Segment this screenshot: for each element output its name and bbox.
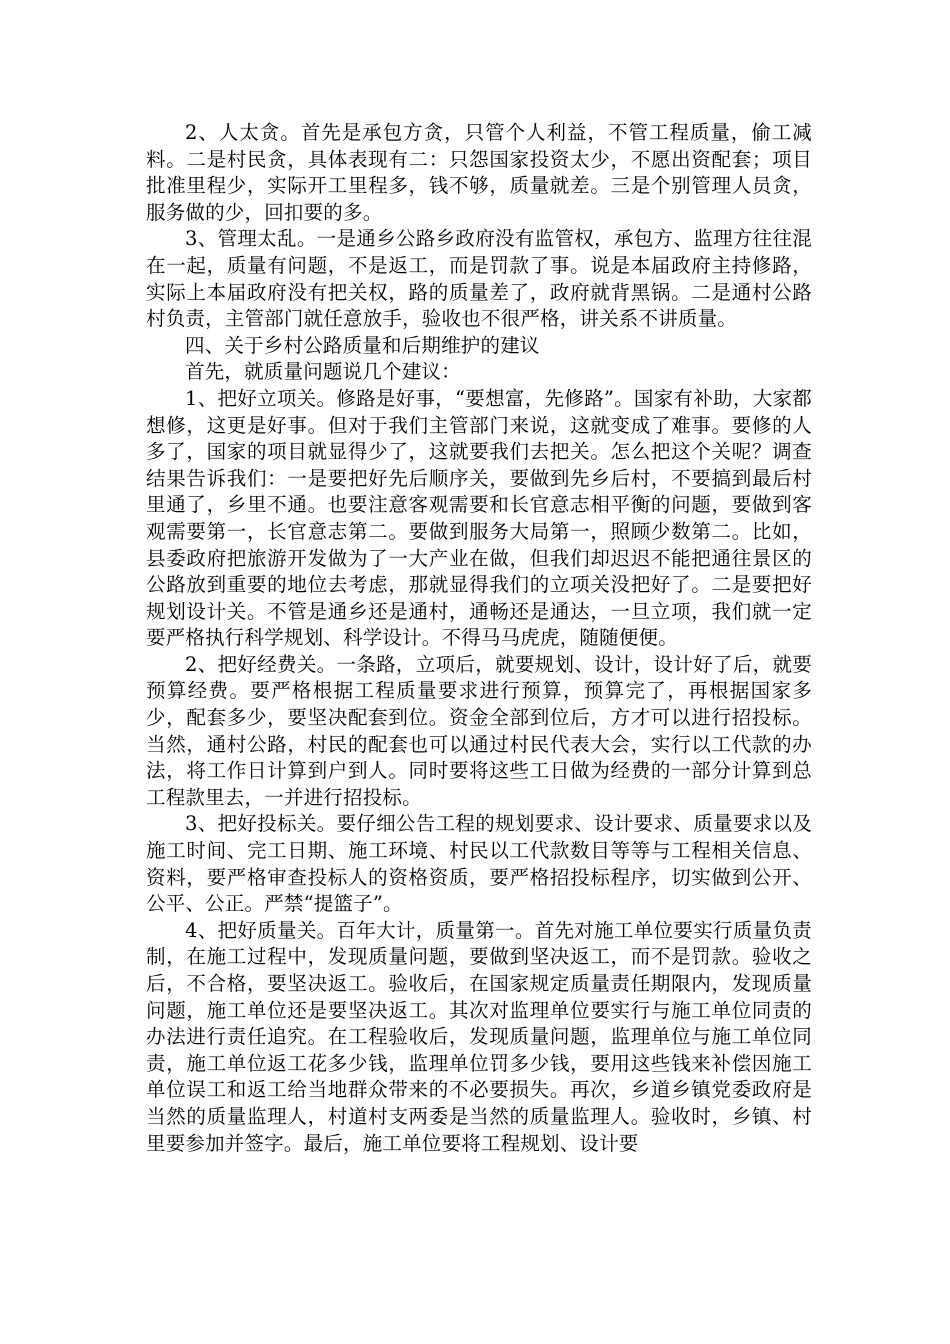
paragraph-bidding: 3、把好投标关。要仔细公告工程的规划要求、设计要求、质量要求以及施工时间、完工日期、施工环境、村民以工代款数目等等与工程相关信息、资料，要严格审查投标人的资格资质，要严格招投标程序，切实做到公开、公平、公正。严禁“提篮子”。: [146, 812, 812, 916]
paragraph-management: 3、管理太乱。一是通乡公路乡政府没有监管权，承包方、监理方往往混在一起，质量有问题，不是返工，而是罚款了事。说是本届政府主持修路，实际上本届政府没有把关权，路的质量差了，政府就背黑锅。二是通村公路村负责，主管部门就任意放手，验收也不很严格，讲关系不讲质量。: [146, 227, 812, 331]
paragraph-corruption: 2、人太贪。首先是承包方贪，只管个人利益，不管工程质量，偷工减料。二是村民贪，具体表现有二：只怨国家投资太少，不愿出资配套；项目批准里程少，实际开工里程多，钱不够，质量就差。三是个别管理人员贪，服务做的少，回扣要的多。: [146, 121, 812, 224]
paragraph-project-approval: 1、把好立项关。修路是好事，“要想富，先修路”。国家有补助，大家都想修，这更是好事。但对于我们主管部门来说，这就变成了难事。要修的人多了，国家的项目就显得少了，这就要我们去把关。怎么把这个关呢？调查结果告诉我们：一是要把好先后顺序关，要做到先乡后村，不要搞到最后村里通了，乡里不通。也要注意客观需要和长官意志相平衡的问题，要做到客观需要第一，长官意志第二。要做到服务大局第一，照顾少数第二。比如，县委政府把旅游开发做为了一大产业在做，但我们却迟迟不能把通往景区的公路放到重要的地位去考虑，那就显得我们的立项关没把好了。二是要把好规划设计关。不管是通乡还是通村，通畅还是通达，一旦立项，我们就一定要严格执行科学规划、科学设计。不得马马虎虎，随随便便。: [146, 386, 812, 650]
document-page: [146, 120, 812, 1157]
paragraph-funding: 2、把好经费关。一条路，立项后，就要规划、设计，设计好了后，就要预算经费。要严格根据工程质量要求进行预算，预算完了，再根据国家多少，配套多少，要坚决配套到位。资金全部到位后，方才可以进行招投标。当然，通村公路，村民的配套也可以通过村民代表大会，实行以工代款的办法，将工作日计算到户到人。同时要将这些工日做为经费的一部分计算到总工程款里去，一并进行招投标。: [146, 652, 812, 809]
section-heading-suggestions: 四、关于乡村公路质量和后期维护的建议: [185, 333, 540, 357]
paragraph-quality: 4、把好质量关。百年大计，质量第一。首先对施工单位要实行质量负责制，在施工过程中，发现质量问题，要做到坚决返工，而不是罚款。验收之后，不合格，要坚决返工。验收后，在国家规定质量责任期限内，发现质量问题，施工单位还是要坚决返工。其次对监理单位要实行与施工单位同责的办法进行责任追究。在工程验收后，发现质量问题，监理单位与施工单位同责，施工单位返工花多少钱，监理单位罚多少钱，要用这些钱来补偿因施工单位误工和返工给当地群众带来的不必要损失。再次，乡道乡镇党委政府是当然的质量监理人，村道村支两委是当然的质量监理人。验收时，乡镇、村里要参加并签字。最后，施工单位要将工程规划、设计要: [146, 918, 812, 1155]
paragraph-intro-suggestions: 首先，就质量问题说几个建议：: [185, 360, 461, 384]
